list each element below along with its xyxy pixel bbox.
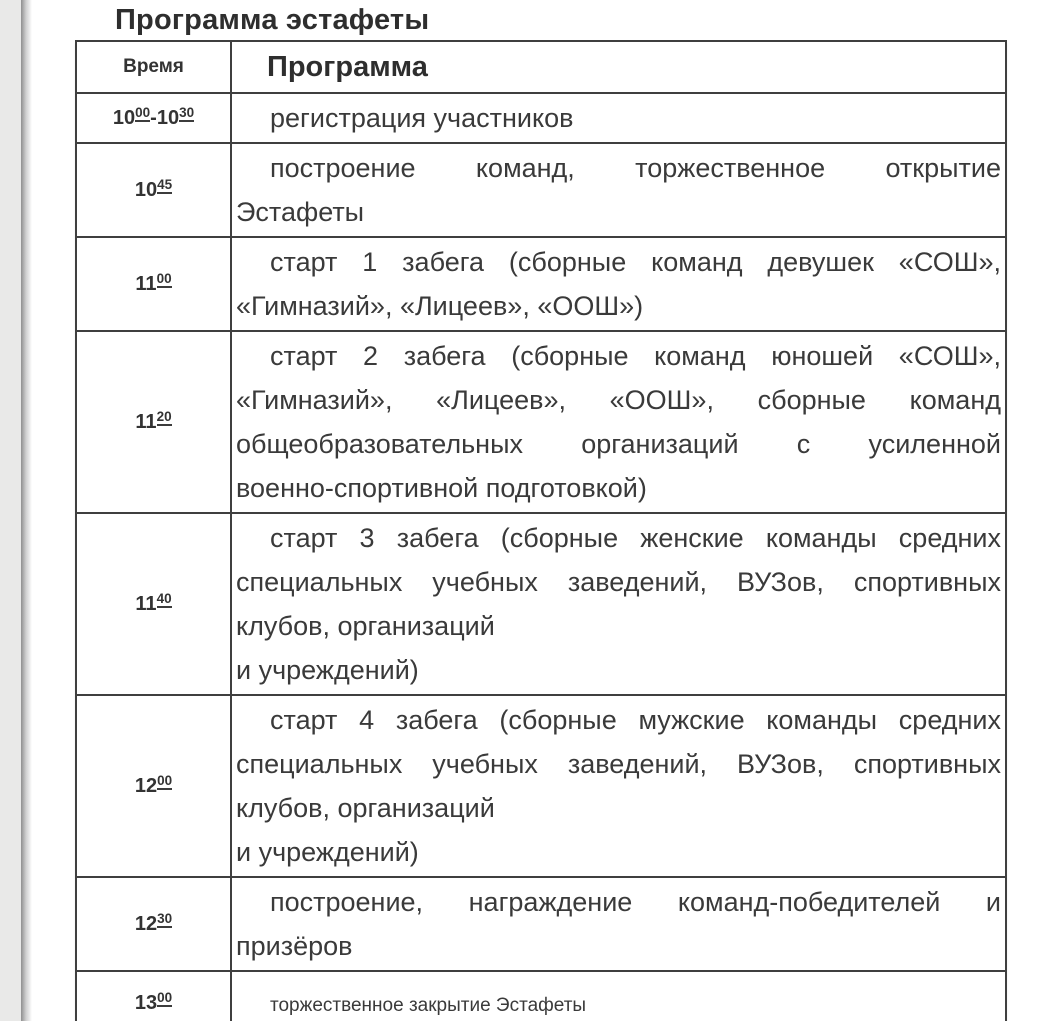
time-cell: 1230 — [76, 877, 231, 971]
time-cell: 1140 — [76, 513, 231, 695]
program-cell: построение, награждение команд-победителей и призёров — [231, 877, 1006, 971]
time-column-header: Время — [76, 41, 231, 93]
table-row — [76, 877, 1006, 971]
time-cell: 1000-1030 — [76, 93, 231, 143]
program-cell: старт 1 забега (сборные команд девушек «СОШ», «Гимназий», «Лицеев», «ООШ») — [231, 237, 1006, 331]
table-row — [76, 143, 1006, 237]
program-cell: старт 4 забега (сборные мужские команды средних специальных учебных заведений, ВУЗов, спортивных клубов, организаций и учреждений) — [231, 695, 1006, 877]
table-row — [76, 237, 1006, 331]
table-row — [76, 331, 1006, 513]
program-cell: старт 2 забега (сборные команд юношей «СОШ», «Гимназий», «Лицеев», «ООШ», сборные команд общеобразовательных организаций с усиленной военно-спортивной подготовкой) — [231, 331, 1006, 513]
schedule-table — [75, 40, 1007, 1021]
program-cell: торжественное закрытие Эстафеты — [231, 971, 1006, 1021]
time-cell: 1200 — [76, 695, 231, 877]
time-cell: 1120 — [76, 331, 231, 513]
table-row — [76, 971, 1006, 1021]
time-cell: 1045 — [76, 143, 231, 237]
program-cell: старт 3 забега (сборные женские команды средних специальных учебных заведений, ВУЗов, спортивных клубов, организаций и учреждений) — [231, 513, 1006, 695]
program-cell: регистрация участников — [231, 93, 1006, 143]
table-header-row — [76, 41, 1006, 93]
program-cell: построение команд, торжественное открытие Эстафеты — [231, 143, 1006, 237]
table-row — [76, 513, 1006, 695]
table-row — [76, 695, 1006, 877]
page-margin-shadow — [21, 0, 32, 1021]
time-cell: 1300 — [76, 971, 231, 1021]
program-column-header: Программа — [231, 41, 1006, 93]
page-title: Программа эстафеты — [115, 4, 430, 36]
table-row — [76, 93, 1006, 143]
time-cell: 1100 — [76, 237, 231, 331]
schedule-table-body — [76, 93, 1006, 1021]
page-margin — [0, 0, 21, 1021]
